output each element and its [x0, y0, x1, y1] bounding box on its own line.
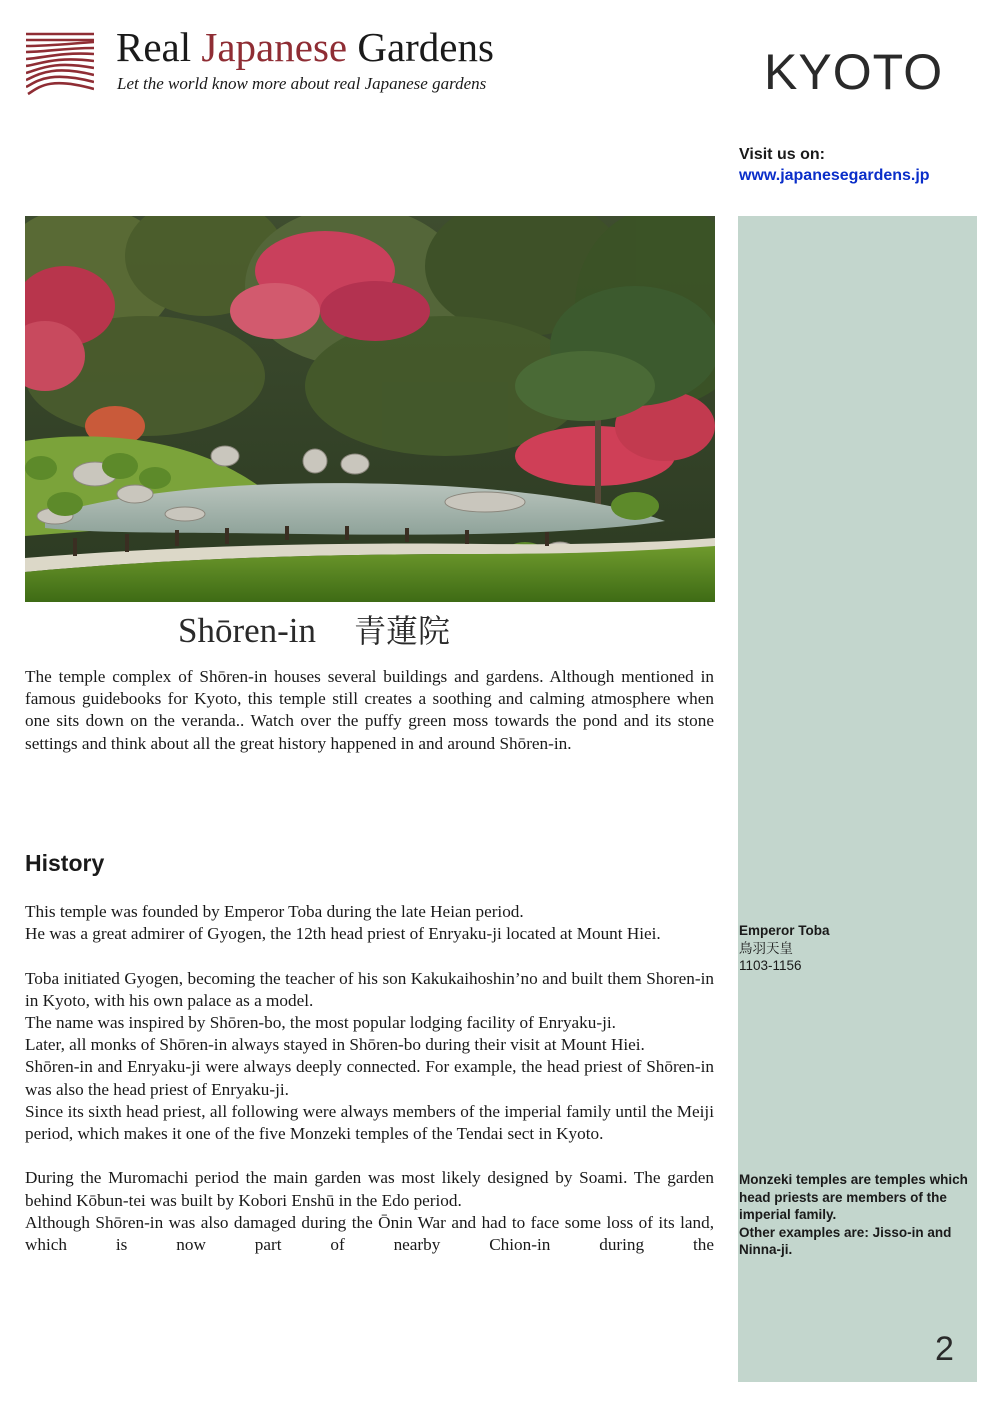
- note-toba-years: 1103-1156: [739, 958, 802, 973]
- page-number: 2: [935, 1330, 954, 1368]
- city-title: KYOTO: [764, 44, 944, 100]
- brand-title-plain: Real: [116, 24, 192, 70]
- garden-photo-icon: [25, 216, 715, 602]
- note-monzeki: [739, 1171, 969, 1259]
- garden-title: [178, 608, 450, 654]
- note-toba-kanji: 鳥羽天皇: [739, 940, 793, 956]
- garden-title-romaji: Shōren-in: [178, 611, 317, 650]
- visit-label: Visit us on:: [739, 146, 825, 163]
- history-paragraph-1: This temple was founded by Emperor Toba during the late Heian period.: [25, 902, 524, 921]
- brand-title-accent: Japanese: [201, 24, 348, 70]
- paragraph-gap: [25, 1145, 714, 1167]
- intro-section: [25, 666, 714, 755]
- note-emperor-toba: [739, 922, 830, 975]
- history-paragraph-7: Since its sixth head priest, all following were always members of the imperial family until the Meiji period, which makes it one of the five Monzeki temples of the Tendai sect in Kyoto.: [25, 1101, 714, 1144]
- website-link[interactable]: www.japanesegardens.jp: [739, 167, 930, 184]
- history-paragraph-9: Although Shōren-in was also damaged during the Ōnin War and had to face some loss of its land, which is now part of nearby Chion-in during the: [25, 1212, 714, 1255]
- history-section: [25, 901, 714, 1256]
- brand-title: [116, 22, 494, 72]
- paragraph-gap: [25, 945, 714, 967]
- brand-title-tail: Gardens: [357, 24, 494, 70]
- garden-title-kanji: 青蓮院: [354, 612, 451, 650]
- brand-logo-icon: [26, 30, 94, 96]
- history-paragraph-4: The name was inspired by Shōren-bo, the most popular lodging facility of Enryaku-ji.: [25, 1013, 616, 1032]
- history-paragraph-8: During the Muromachi period the main garden was most likely designed by Soami. The garden behind Kōbun-tei was built by Kobori Enshū in the Edo period.: [25, 1168, 714, 1210]
- history-heading: History: [25, 850, 105, 876]
- note-monzeki-examples: Other examples are: Jisso-in and Ninna-ji.: [739, 1224, 952, 1257]
- history-paragraph-2: He was a great admirer of Gyogen, the 12th head priest of Enryaku-ji located at Mount Hiei.: [25, 924, 661, 944]
- note-toba-name: Emperor Toba: [739, 923, 830, 938]
- intro-paragraph: The temple complex of Shōren-in houses several buildings and gardens. Although mentioned in famous guidebooks for Kyoto, this temple still creates a soothing and calming atmosphere when one sits down on the veranda.. Watch over the puffy green moss towards the pond and its stone settings and think about all the great history happened in and around Shōren-in.: [25, 667, 714, 753]
- note-monzeki-definition: Monzeki temples are temples which head priests are members of the imperial family.: [739, 1172, 968, 1222]
- brand-tagline: Let the world know more about real Japanese gardens: [117, 74, 487, 93]
- history-paragraph-5: Later, all monks of Shōren-in always stayed in Shōren-bo during their visit at Mount Hiei.: [25, 1035, 645, 1055]
- history-paragraph-6: Shōren-in and Enryaku-ji were always deeply connected. For example, the head priest of Shōren-in was also the head priest of Enryaku-ji.: [25, 1057, 714, 1099]
- history-paragraph-3: Toba initiated Gyogen, becoming the teacher of his son Kakukaihoshin’no and built them Shoren-in in Kyoto, with his own palace as a model.: [25, 968, 714, 1010]
